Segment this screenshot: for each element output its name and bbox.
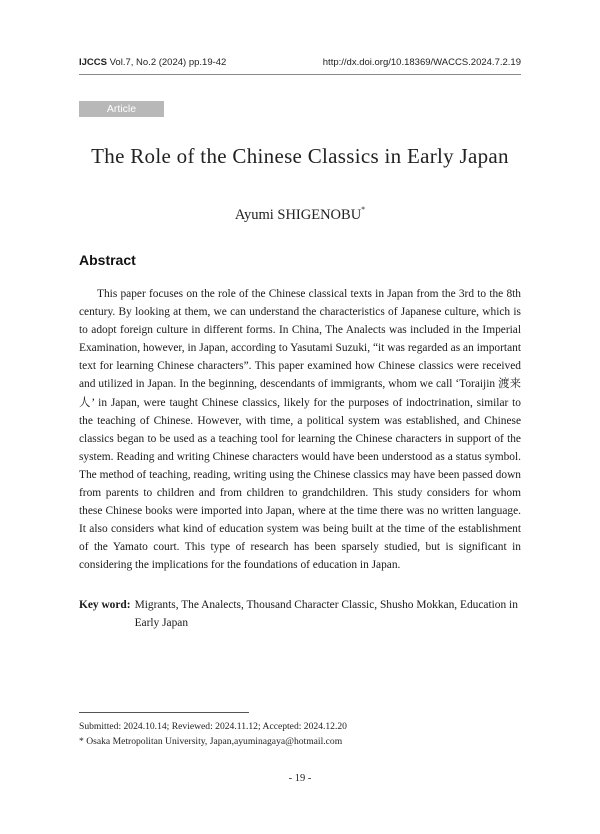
author-name: Ayumi SHIGENOBU xyxy=(234,207,362,223)
doi-link[interactable]: http://dx.doi.org/10.18369/WACCS.2024.7.2.19 xyxy=(322,57,521,68)
abstract-heading: Abstract xyxy=(79,252,136,268)
keywords-value: Migrants, The Analects, Thousand Character Classic, Shusho Mokkan, Education in Early Japan xyxy=(134,599,518,630)
journal-citation xyxy=(79,57,226,68)
running-header xyxy=(79,57,521,68)
abstract-body: This paper focuses on the role of the Chinese classical texts in Japan from the 3rd to the 8th century. By looking at them, we can understand the characteristics of Japanese culture, which is to adopt foreign culture in different forms. In China, The Analects was included in the Imperial Examination, however, in Japan, according to Yasutami Suzuki, “it was regarded as an important text for learning Chinese characters”. This paper examined how Chinese classics were received and utilized in Japan. In the beginning, descendants of immigrants, whom we call ‘Toraijin 渡来人’ in Japan, were taught Chinese classics, likely for the purposes of indoctrination, similar to the teaching of Chinese. However, with time, a political system was established, and Chinese classics began to be used as a teaching tool for learning the Chinese characters in support of the system. Reading and writing Chinese characters would have been understood as a status symbol. The method of teaching, reading, writing using the Chinese classics may have been passed down from parents to children and from children to grandchildren. This study considers for whom these Chinese books were imported into Japan, where at the time there was no written language. It also considers what kind of education system was being built at the time of the establishment of the Yamato court. This type of research has been sparsely studied, but is significant in considering the implications for the foundations of education in Japan. xyxy=(79,288,521,572)
footnote-dates: Submitted: 2024.10.14; Reviewed: 2024.11.12; Accepted: 2024.12.20 xyxy=(79,721,347,732)
author-line xyxy=(0,205,600,224)
header-divider xyxy=(79,74,521,75)
footnote-affiliation: * Osaka Metropolitan University, Japan,ayuminagaya@hotmail.com xyxy=(79,736,343,747)
author-footnote-marker: * xyxy=(361,205,366,214)
keywords-label: Key word: xyxy=(79,599,131,611)
journal-volume-pages: Vol.7, No.2 (2024) pp.19-42 xyxy=(109,57,227,68)
paper-title: The Role of the Chinese Classics in Early Japan xyxy=(91,144,509,168)
article-type-badge: Article xyxy=(79,101,164,117)
keywords-section xyxy=(79,596,521,632)
page-number: - 19 - xyxy=(288,773,312,784)
journal-abbreviation: IJCCS xyxy=(79,57,107,68)
footnote-divider xyxy=(79,712,249,713)
